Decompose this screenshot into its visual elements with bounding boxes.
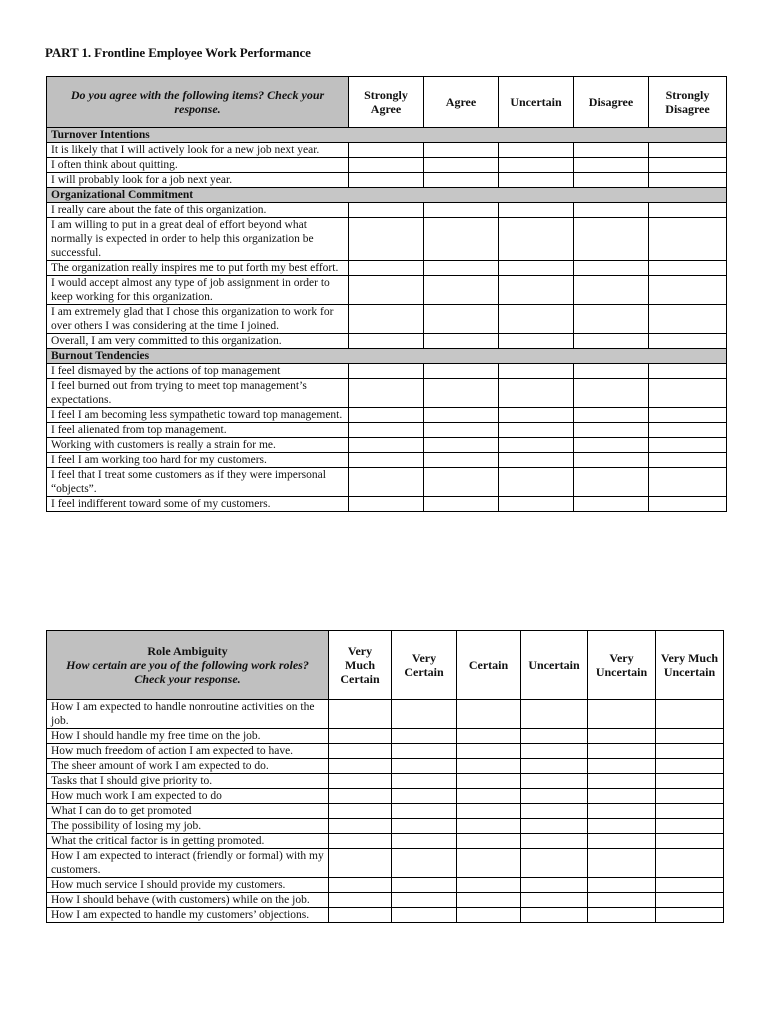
- response-cell[interactable]: [574, 408, 649, 423]
- response-cell[interactable]: [392, 893, 457, 908]
- item-row: [47, 819, 724, 834]
- role-ambiguity-title: Role Ambiguity: [147, 644, 228, 658]
- response-cell[interactable]: [457, 849, 521, 878]
- response-cell[interactable]: [349, 468, 424, 497]
- response-cell[interactable]: [499, 497, 574, 512]
- response-cell[interactable]: [457, 819, 521, 834]
- response-cell[interactable]: [521, 849, 588, 878]
- response-cell[interactable]: [457, 834, 521, 849]
- response-cell[interactable]: [656, 819, 724, 834]
- scale-header: Very Much Certain: [329, 631, 392, 700]
- response-cell[interactable]: [499, 305, 574, 334]
- response-cell[interactable]: [349, 364, 424, 379]
- response-cell[interactable]: [349, 497, 424, 512]
- item-text: I feel I am becoming less sympathetic toward top management.: [47, 408, 349, 423]
- response-cell[interactable]: [649, 203, 727, 218]
- item-text: I feel that I treat some customers as if they were impersonal “objects”.: [47, 468, 349, 497]
- response-cell[interactable]: [392, 700, 457, 729]
- response-cell[interactable]: [574, 158, 649, 173]
- response-cell[interactable]: [521, 878, 588, 893]
- response-cell[interactable]: [329, 834, 392, 849]
- response-cell[interactable]: [457, 759, 521, 774]
- response-cell[interactable]: [329, 729, 392, 744]
- response-cell[interactable]: [424, 423, 499, 438]
- response-cell[interactable]: [588, 744, 656, 759]
- response-cell[interactable]: [424, 218, 499, 261]
- response-cell[interactable]: [588, 729, 656, 744]
- item-text: How much freedom of action I am expected to have.: [47, 744, 329, 759]
- agreement-instruction: Do you agree with the following items? Check your response.: [47, 77, 349, 128]
- response-cell[interactable]: [349, 305, 424, 334]
- response-cell[interactable]: [521, 744, 588, 759]
- item-text: I really care about the fate of this organization.: [47, 203, 349, 218]
- item-row: [47, 893, 724, 908]
- item-text: How I am expected to handle my customers’ objections.: [47, 908, 329, 923]
- item-row: [47, 804, 724, 819]
- item-row: [47, 759, 724, 774]
- response-cell[interactable]: [499, 423, 574, 438]
- item-text: It is likely that I will actively look for a new job next year.: [47, 143, 349, 158]
- response-cell[interactable]: [499, 173, 574, 188]
- response-cell[interactable]: [329, 759, 392, 774]
- response-cell[interactable]: [588, 759, 656, 774]
- response-cell[interactable]: [499, 364, 574, 379]
- item-text: I am willing to put in a great deal of effort beyond what normally is expected in order to help this organization be successful.: [47, 218, 349, 261]
- response-cell[interactable]: [588, 834, 656, 849]
- scale-header: Strongly Agree: [349, 77, 424, 128]
- item-row: [47, 364, 727, 379]
- scale-header: Disagree: [574, 77, 649, 128]
- response-cell[interactable]: [574, 305, 649, 334]
- response-cell[interactable]: [649, 143, 727, 158]
- response-cell[interactable]: [329, 893, 392, 908]
- response-cell[interactable]: [521, 819, 588, 834]
- response-cell[interactable]: [457, 744, 521, 759]
- response-cell[interactable]: [424, 158, 499, 173]
- item-row: [47, 143, 727, 158]
- response-cell[interactable]: [424, 497, 499, 512]
- response-cell[interactable]: [329, 774, 392, 789]
- item-row: [47, 438, 727, 453]
- response-cell[interactable]: [457, 789, 521, 804]
- response-cell[interactable]: [649, 173, 727, 188]
- response-cell[interactable]: [392, 819, 457, 834]
- response-cell[interactable]: [588, 700, 656, 729]
- item-row: [47, 834, 724, 849]
- response-cell[interactable]: [392, 789, 457, 804]
- response-cell[interactable]: [656, 878, 724, 893]
- item-row: [47, 729, 724, 744]
- response-cell[interactable]: [424, 408, 499, 423]
- response-cell[interactable]: [649, 364, 727, 379]
- response-cell[interactable]: [574, 143, 649, 158]
- scale-header: Very Certain: [392, 631, 457, 700]
- response-cell[interactable]: [521, 774, 588, 789]
- response-cell[interactable]: [349, 334, 424, 349]
- response-cell[interactable]: [649, 261, 727, 276]
- response-cell[interactable]: [574, 453, 649, 468]
- item-row: [47, 408, 727, 423]
- response-cell[interactable]: [392, 834, 457, 849]
- response-cell[interactable]: [424, 453, 499, 468]
- item-text: I feel indifferent toward some of my customers.: [47, 497, 349, 512]
- response-cell[interactable]: [649, 379, 727, 408]
- response-cell[interactable]: [649, 276, 727, 305]
- response-cell[interactable]: [457, 804, 521, 819]
- response-cell[interactable]: [349, 408, 424, 423]
- item-text: How I am expected to handle nonroutine activities on the job.: [47, 700, 329, 729]
- item-text: I feel burned out from trying to meet top management’s expectations.: [47, 379, 349, 408]
- response-cell[interactable]: [329, 878, 392, 893]
- response-cell[interactable]: [392, 729, 457, 744]
- response-cell[interactable]: [649, 334, 727, 349]
- response-cell[interactable]: [392, 774, 457, 789]
- item-text: Overall, I am very committed to this organization.: [47, 334, 349, 349]
- response-cell[interactable]: [329, 700, 392, 729]
- response-cell[interactable]: [521, 804, 588, 819]
- response-cell[interactable]: [349, 173, 424, 188]
- response-cell[interactable]: [521, 759, 588, 774]
- response-cell[interactable]: [499, 143, 574, 158]
- response-cell[interactable]: [588, 908, 656, 923]
- response-cell[interactable]: [499, 468, 574, 497]
- response-cell[interactable]: [392, 849, 457, 878]
- response-cell[interactable]: [392, 759, 457, 774]
- response-cell[interactable]: [499, 261, 574, 276]
- response-cell[interactable]: [574, 218, 649, 261]
- response-cell[interactable]: [521, 908, 588, 923]
- response-cell[interactable]: [424, 203, 499, 218]
- response-cell[interactable]: [424, 143, 499, 158]
- response-cell[interactable]: [521, 789, 588, 804]
- response-cell[interactable]: [349, 203, 424, 218]
- response-cell[interactable]: [649, 453, 727, 468]
- item-text: What the critical factor is in getting promoted.: [47, 834, 329, 849]
- response-cell[interactable]: [424, 364, 499, 379]
- item-text: How much service I should provide my customers.: [47, 878, 329, 893]
- response-cell[interactable]: [457, 729, 521, 744]
- role-ambiguity-header: [47, 631, 329, 700]
- response-cell[interactable]: [656, 849, 724, 878]
- response-cell[interactable]: [392, 744, 457, 759]
- item-row: [47, 379, 727, 408]
- item-row: [47, 218, 727, 261]
- section-row: [47, 188, 727, 203]
- response-cell[interactable]: [499, 408, 574, 423]
- part-title: PART 1. Frontline Employee Work Performance: [45, 45, 311, 60]
- response-cell[interactable]: [574, 261, 649, 276]
- section-title: Turnover Intentions: [47, 128, 727, 143]
- item-text: I would accept almost any type of job assignment in order to keep working for this organization.: [47, 276, 349, 305]
- section-row: [47, 128, 727, 143]
- item-row: [47, 276, 727, 305]
- response-cell[interactable]: [457, 774, 521, 789]
- response-cell[interactable]: [574, 364, 649, 379]
- response-cell[interactable]: [329, 789, 392, 804]
- response-cell[interactable]: [574, 423, 649, 438]
- response-cell[interactable]: [329, 908, 392, 923]
- response-cell[interactable]: [656, 700, 724, 729]
- response-cell[interactable]: [329, 804, 392, 819]
- response-cell[interactable]: [349, 143, 424, 158]
- response-cell[interactable]: [574, 334, 649, 349]
- response-cell[interactable]: [499, 379, 574, 408]
- response-cell[interactable]: [649, 158, 727, 173]
- item-row: [47, 908, 724, 923]
- response-cell[interactable]: [457, 700, 521, 729]
- item-text: I will probably look for a job next year.: [47, 173, 349, 188]
- response-cell[interactable]: [424, 438, 499, 453]
- response-cell[interactable]: [588, 893, 656, 908]
- response-cell[interactable]: [349, 218, 424, 261]
- scale-header: Certain: [457, 631, 521, 700]
- response-cell[interactable]: [656, 789, 724, 804]
- agreement-table: [46, 76, 727, 512]
- item-row: [47, 497, 727, 512]
- response-cell[interactable]: [392, 908, 457, 923]
- response-cell[interactable]: [656, 804, 724, 819]
- response-cell[interactable]: [349, 261, 424, 276]
- role-ambiguity-table: [46, 630, 724, 923]
- item-text: The organization really inspires me to put forth my best effort.: [47, 261, 349, 276]
- item-row: [47, 789, 724, 804]
- response-cell[interactable]: [521, 729, 588, 744]
- item-row: [47, 334, 727, 349]
- item-row: [47, 878, 724, 893]
- response-cell[interactable]: [424, 276, 499, 305]
- response-cell[interactable]: [574, 468, 649, 497]
- item-text: How I should behave (with customers) while on the job.: [47, 893, 329, 908]
- item-text: I feel dismayed by the actions of top management: [47, 364, 349, 379]
- item-row: [47, 173, 727, 188]
- response-cell[interactable]: [499, 203, 574, 218]
- response-cell[interactable]: [574, 203, 649, 218]
- response-cell[interactable]: [349, 276, 424, 305]
- response-cell[interactable]: [349, 423, 424, 438]
- item-text: How I am expected to interact (friendly or formal) with my customers.: [47, 849, 329, 878]
- response-cell[interactable]: [656, 774, 724, 789]
- response-cell[interactable]: [649, 438, 727, 453]
- response-cell[interactable]: [574, 497, 649, 512]
- item-text: Tasks that I should give priority to.: [47, 774, 329, 789]
- item-text: I am extremely glad that I chose this organization to work for over others I was considering at the time I joined.: [47, 305, 349, 334]
- response-cell[interactable]: [424, 305, 499, 334]
- scale-header: Strongly Disagree: [649, 77, 727, 128]
- response-cell[interactable]: [588, 878, 656, 893]
- response-cell[interactable]: [649, 497, 727, 512]
- item-text: I feel I am working too hard for my customers.: [47, 453, 349, 468]
- response-cell[interactable]: [588, 819, 656, 834]
- response-cell[interactable]: [457, 878, 521, 893]
- scale-header: Uncertain: [521, 631, 588, 700]
- item-row: [47, 468, 727, 497]
- response-cell[interactable]: [574, 438, 649, 453]
- response-cell[interactable]: [588, 849, 656, 878]
- response-cell[interactable]: [649, 218, 727, 261]
- response-cell[interactable]: [329, 744, 392, 759]
- item-row: [47, 774, 724, 789]
- section-title: Burnout Tendencies: [47, 349, 727, 364]
- response-cell[interactable]: [499, 158, 574, 173]
- response-cell[interactable]: [649, 305, 727, 334]
- item-text: I often think about quitting.: [47, 158, 349, 173]
- item-text: How much work I am expected to do: [47, 789, 329, 804]
- response-cell[interactable]: [499, 453, 574, 468]
- scale-header: Agree: [424, 77, 499, 128]
- scale-header: Very Much Uncertain: [656, 631, 724, 700]
- response-cell[interactable]: [424, 468, 499, 497]
- item-text: What I can do to get promoted: [47, 804, 329, 819]
- response-cell[interactable]: [499, 334, 574, 349]
- response-cell[interactable]: [499, 218, 574, 261]
- response-cell[interactable]: [424, 173, 499, 188]
- item-row: [47, 158, 727, 173]
- item-row: [47, 849, 724, 878]
- response-cell[interactable]: [457, 893, 521, 908]
- scale-header: Uncertain: [499, 77, 574, 128]
- item-text: The sheer amount of work I am expected to do.: [47, 759, 329, 774]
- response-cell[interactable]: [649, 408, 727, 423]
- response-cell[interactable]: [499, 276, 574, 305]
- response-cell[interactable]: [349, 453, 424, 468]
- response-cell[interactable]: [349, 438, 424, 453]
- response-cell[interactable]: [656, 908, 724, 923]
- response-cell[interactable]: [574, 276, 649, 305]
- item-row: [47, 423, 727, 438]
- response-cell[interactable]: [649, 423, 727, 438]
- response-cell[interactable]: [588, 789, 656, 804]
- response-cell[interactable]: [349, 379, 424, 408]
- response-cell[interactable]: [656, 893, 724, 908]
- response-cell[interactable]: [392, 804, 457, 819]
- response-cell[interactable]: [329, 849, 392, 878]
- response-cell[interactable]: [521, 893, 588, 908]
- item-row: [47, 700, 724, 729]
- response-cell[interactable]: [424, 261, 499, 276]
- section-row: [47, 349, 727, 364]
- response-cell[interactable]: [349, 158, 424, 173]
- response-cell[interactable]: [588, 774, 656, 789]
- response-cell[interactable]: [656, 834, 724, 849]
- item-text: How I should handle my free time on the job.: [47, 729, 329, 744]
- response-cell[interactable]: [649, 468, 727, 497]
- item-text: Working with customers is really a strain for me.: [47, 438, 349, 453]
- item-row: [47, 453, 727, 468]
- response-cell[interactable]: [521, 834, 588, 849]
- response-cell[interactable]: [457, 908, 521, 923]
- response-cell[interactable]: [574, 379, 649, 408]
- response-cell[interactable]: [521, 700, 588, 729]
- role-ambiguity-instruction: How certain are you of the following work roles? Check your response.: [66, 658, 309, 686]
- response-cell[interactable]: [392, 878, 457, 893]
- item-row: [47, 203, 727, 218]
- response-cell[interactable]: [574, 173, 649, 188]
- item-row: [47, 261, 727, 276]
- item-text: I feel alienated from top management.: [47, 423, 349, 438]
- response-cell[interactable]: [656, 744, 724, 759]
- response-cell[interactable]: [588, 804, 656, 819]
- section-title: Organizational Commitment: [47, 188, 727, 203]
- response-cell[interactable]: [329, 819, 392, 834]
- response-cell[interactable]: [424, 334, 499, 349]
- response-cell[interactable]: [424, 379, 499, 408]
- response-cell[interactable]: [656, 759, 724, 774]
- item-row: [47, 744, 724, 759]
- item-text: The possibility of losing my job.: [47, 819, 329, 834]
- scale-header: Very Uncertain: [588, 631, 656, 700]
- item-row: [47, 305, 727, 334]
- response-cell[interactable]: [656, 729, 724, 744]
- response-cell[interactable]: [499, 438, 574, 453]
